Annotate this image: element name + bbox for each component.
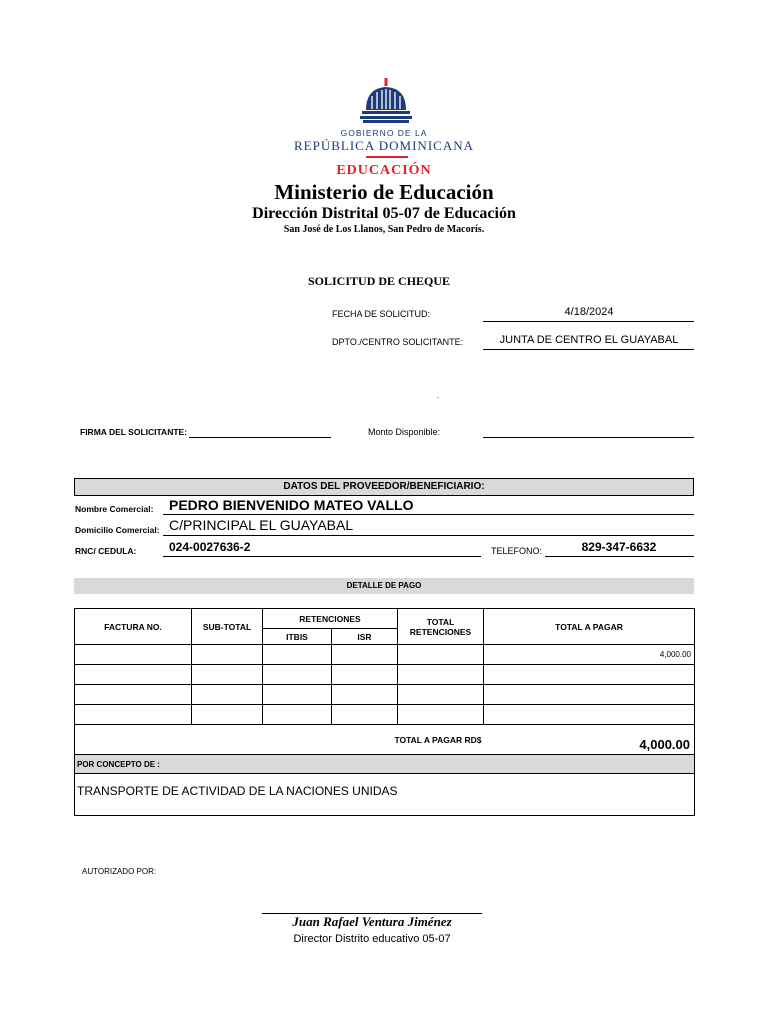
firma-line: [189, 437, 331, 438]
dpto-label: DPTO./CENTRO SOLICITANTE:: [332, 337, 464, 347]
domicilio-value: C/PRINCIPAL EL GUAYABAL: [169, 517, 354, 533]
autorizado-label: AUTORIZADO POR:: [82, 867, 157, 876]
gov-line1: GOBIERNO DE LA: [340, 128, 428, 138]
monto-line: [483, 437, 694, 438]
detail-header: DETALLE DE PAGO: [74, 578, 694, 594]
rnc-label: RNC/ CEDULA:: [75, 546, 137, 556]
ministry-title: Ministerio de Educación: [274, 180, 494, 204]
table-row: [75, 705, 695, 725]
domicilio-underline: [163, 535, 694, 536]
concepto-value: TRANSPORTE DE ACTIVIDAD DE LA NACIONES UNIDAS: [75, 774, 695, 816]
signer-name: Juan Rafael Ventura Jiménez: [292, 914, 452, 929]
telefono-value: 829-347-6632: [581, 540, 657, 554]
col-total-retenciones: TOTAL RETENCIONES: [398, 609, 484, 645]
table-row: [75, 685, 695, 705]
stray-dot: .: [437, 391, 440, 400]
detail-table: [74, 608, 695, 816]
government-logo: [360, 78, 412, 124]
firma-label: FIRMA DEL SOLICITANTE:: [80, 427, 188, 437]
direction-title: Dirección Distrital 05-07 de Educación: [252, 205, 516, 222]
rnc-value: 024-0027636-2: [169, 540, 251, 554]
row1-total: 4,000.00: [484, 645, 695, 665]
col-subtotal: SUB-TOTAL: [192, 609, 263, 645]
table-row: [75, 645, 695, 665]
domicilio-label: Domicilio Comercial:: [75, 525, 160, 535]
total-value: 4,000.00: [484, 725, 695, 755]
col-retenciones: RETENCIONES: [263, 609, 398, 629]
rnc-underline: [163, 556, 481, 557]
telefono-label: TELEFONO:: [491, 546, 543, 556]
nombre-value: PEDRO BIENVENIDO MATEO VALLO: [169, 497, 414, 513]
dpto-underline: [483, 349, 694, 350]
location-subtitle: San José de Los Llanos, San Pedro de Macorís.: [283, 224, 485, 235]
monto-label: Monto Disponible:: [368, 427, 441, 437]
col-total-pagar: TOTAL A PAGAR: [484, 609, 695, 645]
table-row: [75, 665, 695, 685]
signer-title: Director Distrito educativo 05-07: [293, 933, 451, 945]
total-label: TOTAL A PAGAR RD$: [75, 725, 484, 755]
telefono-underline: [545, 556, 694, 557]
provider-header: DATOS DEL PROVEEDOR/BENEFICIARIO:: [74, 478, 694, 496]
gov-line2: REPÚBLICA DOMINICANA: [294, 138, 474, 153]
dpto-value: JUNTA DE CENTRO EL GUAYABAL: [499, 334, 679, 346]
col-factura: FACTURA NO.: [75, 609, 192, 645]
col-isr: ISR: [332, 629, 398, 645]
logo-red-line: [366, 156, 408, 158]
nombre-underline: [163, 514, 694, 515]
fecha-value: 4/18/2024: [564, 306, 614, 318]
fecha-underline: [483, 321, 694, 322]
concepto-label: POR CONCEPTO DE :: [75, 755, 695, 774]
fecha-label: FECHA DE SOLICITUD:: [332, 309, 431, 319]
form-title: SOLICITUD DE CHEQUE: [308, 274, 451, 288]
col-itbis: ITBIS: [263, 629, 332, 645]
nombre-label: Nombre Comercial:: [75, 504, 154, 514]
edu-label: EDUCACIÓN: [336, 163, 432, 178]
